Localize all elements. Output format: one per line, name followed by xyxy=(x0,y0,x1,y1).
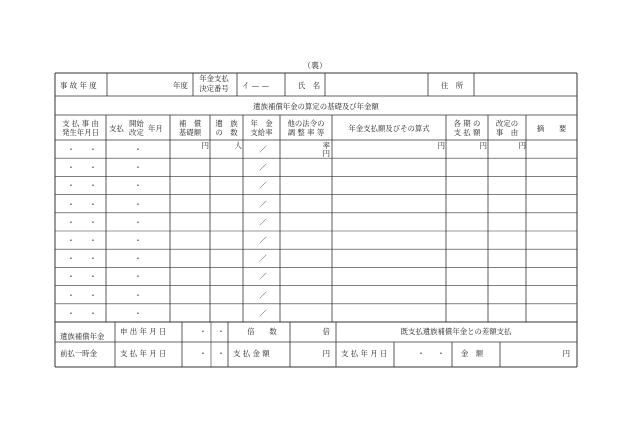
row-dot: ・ xyxy=(134,254,142,264)
row-slash: ／ xyxy=(259,217,267,227)
amount-unit: 円 xyxy=(562,349,570,358)
row-dot: ・ xyxy=(134,163,142,173)
row-dot: ・ xyxy=(89,236,97,245)
payment-date-dot-1: ・ xyxy=(199,349,207,358)
row-dot: ・ xyxy=(134,308,142,318)
col10-header: 摘 要 xyxy=(536,124,567,133)
row-dot: ・ xyxy=(134,199,142,209)
multiplier-unit: 倍 xyxy=(322,327,330,336)
row-dot: ・ xyxy=(67,290,75,300)
payment-date-dot-2: ・ xyxy=(217,349,225,358)
row-dot: ・ xyxy=(89,272,97,282)
col5-header-line2: 支給率 xyxy=(250,128,273,137)
col4-header-line1: 遺 族 xyxy=(215,119,238,128)
accident-year-label: 事 故 年 度 xyxy=(60,81,97,90)
col3-header-line2: 基礎額 xyxy=(178,128,202,137)
row-slash: ／ xyxy=(259,272,267,282)
pension-number-label-1: 年金支払 xyxy=(199,74,229,83)
payment-date-2-dot-2: ・ xyxy=(437,349,445,358)
diff-payment-title: 既支払遺族補償年金との差額支払 xyxy=(400,327,512,336)
row-dot: ・ xyxy=(67,272,75,282)
year-unit: 年度 xyxy=(173,81,188,90)
application-date-dot-2: ・ xyxy=(217,327,225,336)
unit-yen-revision: 円 xyxy=(518,141,526,150)
pension-number-label-2: 決定番号 xyxy=(199,84,229,93)
address-label: 住 所 xyxy=(440,81,464,90)
col8-header-line2: 支 払 額 xyxy=(453,128,481,137)
row-dot: ・ xyxy=(67,236,75,245)
row-dot: ・ xyxy=(67,163,75,173)
row-dot: ・ xyxy=(89,163,97,173)
row-dot: ・ xyxy=(89,290,97,300)
col2-header-b2: 改定 xyxy=(129,128,144,137)
col2-header-a: 支払 xyxy=(109,124,124,133)
col2-header-c: 年月 xyxy=(148,124,163,133)
application-date-label: 申 出 年 月 日 xyxy=(120,327,167,336)
unit-yen-adjust: 円 xyxy=(322,149,330,158)
row-dot: ・ xyxy=(134,290,142,300)
row-dot: ・ xyxy=(134,217,142,227)
unit-person: 人 xyxy=(234,141,242,150)
multiplier-label: 倍 数 xyxy=(247,327,277,336)
unit-yen-basis: 円 xyxy=(201,141,209,150)
row-dot: ・ xyxy=(134,145,142,154)
payment-amount-unit: 円 xyxy=(322,349,330,358)
col8-header-line1: 各 期 の xyxy=(453,119,481,128)
row-slash: ／ xyxy=(259,163,267,173)
amount-label: 金 額 xyxy=(460,349,484,358)
col3-header-line1: 補 償 xyxy=(178,119,202,128)
col6-header-line2: 調 整 率 等 xyxy=(287,128,325,137)
row-slash: ／ xyxy=(259,290,267,300)
row-dot: ・ xyxy=(67,308,75,318)
row-dot: ・ xyxy=(67,217,75,227)
row-slash: ／ xyxy=(259,236,267,245)
col2-header-b1: 開始 xyxy=(129,119,144,128)
col7-header: 年金支払額及びその算式 xyxy=(348,124,430,133)
row-dot: ・ xyxy=(134,272,142,282)
page-title: （裏） xyxy=(303,61,327,70)
application-date-dot-1: ・ xyxy=(199,327,207,336)
payment-date-label: 支 払 年 月 日 xyxy=(120,349,167,358)
row-slash: ／ xyxy=(259,254,267,264)
unit-yen-formula: 円 xyxy=(437,141,445,150)
row-dot: ・ xyxy=(89,254,97,264)
row-dot: ・ xyxy=(134,181,142,191)
col5-header-line1: 年 金 xyxy=(250,119,273,128)
col1-header-line2: 発生年月日 xyxy=(62,128,99,137)
col9-header-line1: 改定の xyxy=(495,119,519,128)
row-dot: ・ xyxy=(134,236,142,245)
col6-header-line1: 他の法令の xyxy=(287,119,325,128)
row-dot: ・ xyxy=(89,308,97,318)
row-dot: ・ xyxy=(67,254,75,264)
row-dot: ・ xyxy=(89,199,97,209)
row-dot: ・ xyxy=(89,145,97,154)
row-dot: ・ xyxy=(89,181,97,191)
pension-number-prefix: イ — — xyxy=(242,81,269,90)
name-label: 氏 名 xyxy=(297,81,321,90)
advance-lump-label: 前払一時金 xyxy=(60,349,97,358)
col1-header-line1: 支 払 事 由 xyxy=(62,119,99,128)
survivor-pension-label: 遺族補償年金 xyxy=(60,332,105,341)
col9-header-line2: 事 由 xyxy=(495,128,519,137)
row-dot: ・ xyxy=(89,217,97,227)
row-dot: ・ xyxy=(67,199,75,209)
unit-rate: 率 xyxy=(322,141,330,150)
col4-header-line2: の 数 xyxy=(215,128,238,137)
payment-amount-label: 支 払 金 額 xyxy=(233,349,270,358)
unit-yen-period: 円 xyxy=(479,141,487,150)
payment-date-label-2: 支 払 年 月 日 xyxy=(341,349,388,358)
section-title: 遺族補償年金の算定の基礎及び年金額 xyxy=(253,102,379,111)
row-slash: ／ xyxy=(259,181,267,191)
row-slash: ／ xyxy=(259,199,267,209)
row-slash: ／ xyxy=(259,145,267,154)
row-dot: ・ xyxy=(67,145,75,154)
payment-date-2-dot-1: ・ xyxy=(417,349,425,358)
row-dot: ・ xyxy=(67,181,75,191)
row-slash: ／ xyxy=(259,308,267,318)
